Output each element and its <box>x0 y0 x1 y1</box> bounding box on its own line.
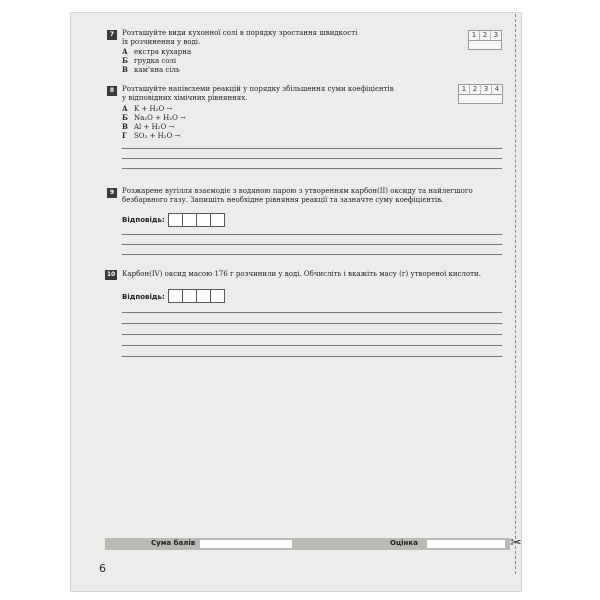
question-9-text-line1: Розжарене вугілля взаємодіє з водяною парою з утворенням карбон(II) оксиду та найлегшого <box>122 187 473 195</box>
answer-line[interactable] <box>122 234 502 235</box>
score-footer <box>105 538 510 550</box>
question-7-option-a: А екстра кухарна <box>122 47 192 56</box>
question-8-text-line1: Розташуйте напівсхеми реакцій у порядку збільшення суми коефіцієнтів <box>122 85 394 93</box>
question-10-text: Карбон(IV) оксид масою 176 г розчинили у воді. Обчисліть і вкажіть масу (г) утвореної кислоти. <box>122 270 481 278</box>
answer-line[interactable] <box>122 158 502 159</box>
answer-line[interactable] <box>122 356 502 357</box>
answer-line[interactable] <box>122 334 502 335</box>
sum-label: Сума балів <box>151 539 196 547</box>
sum-field[interactable] <box>200 540 292 548</box>
page-number: 6 <box>99 562 106 575</box>
question-7-option-b: Б грудка солі <box>122 56 177 65</box>
question-8-option-d: Г SO₃ + H₂O → <box>122 131 181 140</box>
answer-line[interactable] <box>122 345 502 346</box>
question-9-answer-label: Відповідь: <box>122 216 165 224</box>
answer-line[interactable] <box>122 312 502 313</box>
scissors-icon: ✂ <box>510 535 522 551</box>
question-7-text-line1: Розташуйте види кухонної солі в порядку зростання швидкості <box>122 29 358 37</box>
question-8-number: 8 <box>107 86 117 96</box>
question-7-option-c: В кам'яна сіль <box>122 65 180 74</box>
question-8-text-line2: у відповідних хімічних рівняннях. <box>122 94 248 102</box>
grade-label: Оцінка <box>390 539 418 547</box>
question-8-option-c: В Al + H₂O → <box>122 122 175 131</box>
answer-line[interactable] <box>122 168 502 169</box>
question-7-answer-grid-input[interactable] <box>468 40 502 50</box>
answer-line[interactable] <box>122 254 502 255</box>
question-10-answer-boxes[interactable] <box>168 289 225 303</box>
answer-line[interactable] <box>122 244 502 245</box>
answer-line[interactable] <box>122 148 502 149</box>
question-9-text-line2: безбарвного газу. Запишіть необхідне рівняння реакції та зазначте суму коефіцієнтів. <box>122 196 444 204</box>
question-10-answer-label: Відповідь: <box>122 293 165 301</box>
grade-field[interactable] <box>427 540 505 548</box>
cut-line <box>515 14 516 574</box>
question-8-answer-grid-header: 1 2 3 4 <box>458 84 503 95</box>
question-8-option-b: Б Na₂O + H₂O → <box>122 113 186 122</box>
question-7-answer-grid-header: 1 2 3 <box>468 30 502 41</box>
question-9-number: 9 <box>107 188 117 198</box>
question-10-number: 10 <box>106 271 116 278</box>
question-7-text-line2: їх розчинення у воді. <box>122 38 201 46</box>
question-8-answer-grid-input[interactable] <box>458 94 503 104</box>
question-8-option-a: А K + H₂O → <box>122 104 173 113</box>
answer-line[interactable] <box>122 323 502 324</box>
question-7-number: 7 <box>107 30 117 40</box>
question-9-answer-boxes[interactable] <box>168 213 225 227</box>
